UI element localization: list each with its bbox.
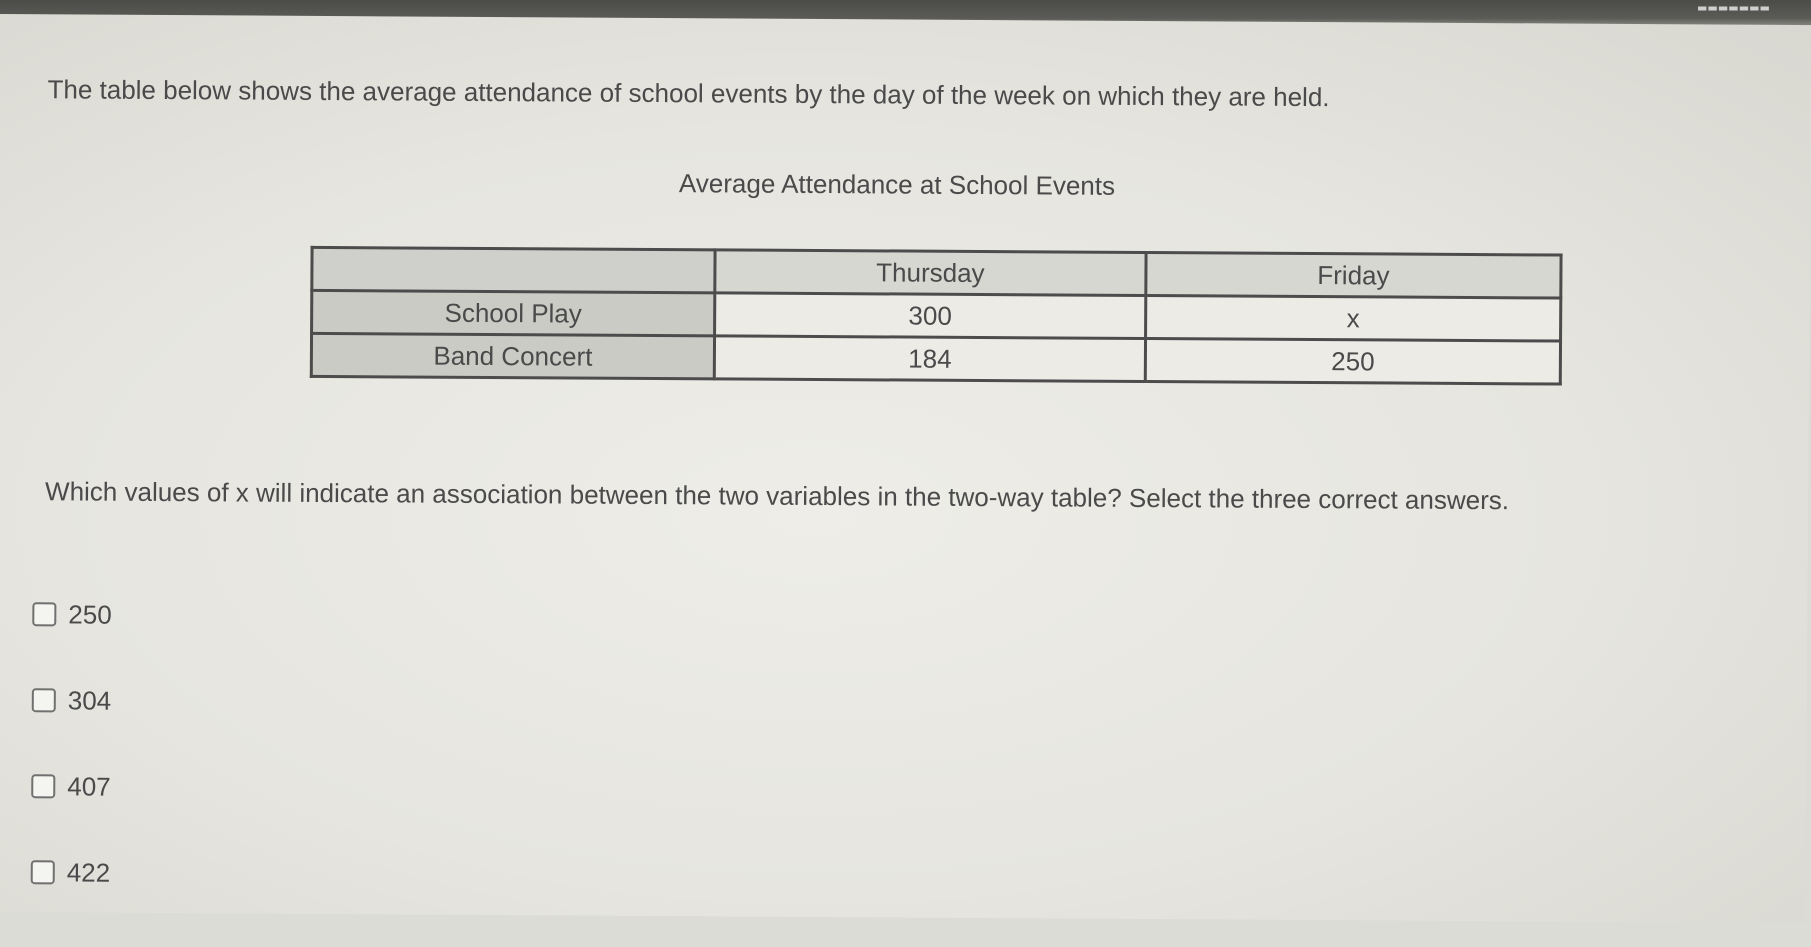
option-label: 407 [67, 770, 111, 802]
intro-text: The table below shows the average attendance of school events by the day of the week on which they are held. [47, 74, 1330, 113]
option-label: 422 [66, 856, 111, 888]
two-way-table [310, 246, 1563, 386]
option-304[interactable] [32, 678, 112, 722]
checkbox[interactable] [31, 860, 55, 884]
checkbox[interactable] [31, 774, 55, 798]
cell-band-concert-thursday: 184 [714, 336, 1145, 382]
option-250[interactable] [32, 592, 112, 636]
cell-band-concert-friday: 250 [1145, 339, 1560, 385]
option-label: 304 [67, 684, 112, 716]
answer-options [30, 592, 111, 936]
checkbox[interactable] [32, 688, 56, 712]
bezel-glyphs: ▬▬▬▬▬▬▬ [1697, 0, 1771, 16]
table-row [312, 290, 1561, 341]
option-422[interactable] [31, 850, 111, 894]
option-label: 250 [68, 598, 112, 630]
column-header-friday: Friday [1146, 253, 1561, 299]
question-screen [0, 14, 1811, 923]
column-header-thursday: Thursday [715, 250, 1146, 296]
cell-school-play-friday: x [1146, 296, 1561, 342]
table-title: Average Attendance at School Events [678, 168, 1116, 201]
table-corner-cell [312, 247, 715, 292]
table-row [311, 333, 1560, 384]
cell-school-play-thursday: 300 [715, 293, 1146, 339]
table-header-row [312, 247, 1561, 298]
question-text: Which values of x will indicate an association between the two variables in the two-way table? Select the three correct answers. [44, 476, 1510, 516]
checkbox[interactable] [32, 602, 56, 626]
row-header-school-play: School Play [312, 290, 715, 335]
option-407[interactable] [31, 764, 111, 808]
row-header-band-concert: Band Concert [311, 333, 714, 378]
